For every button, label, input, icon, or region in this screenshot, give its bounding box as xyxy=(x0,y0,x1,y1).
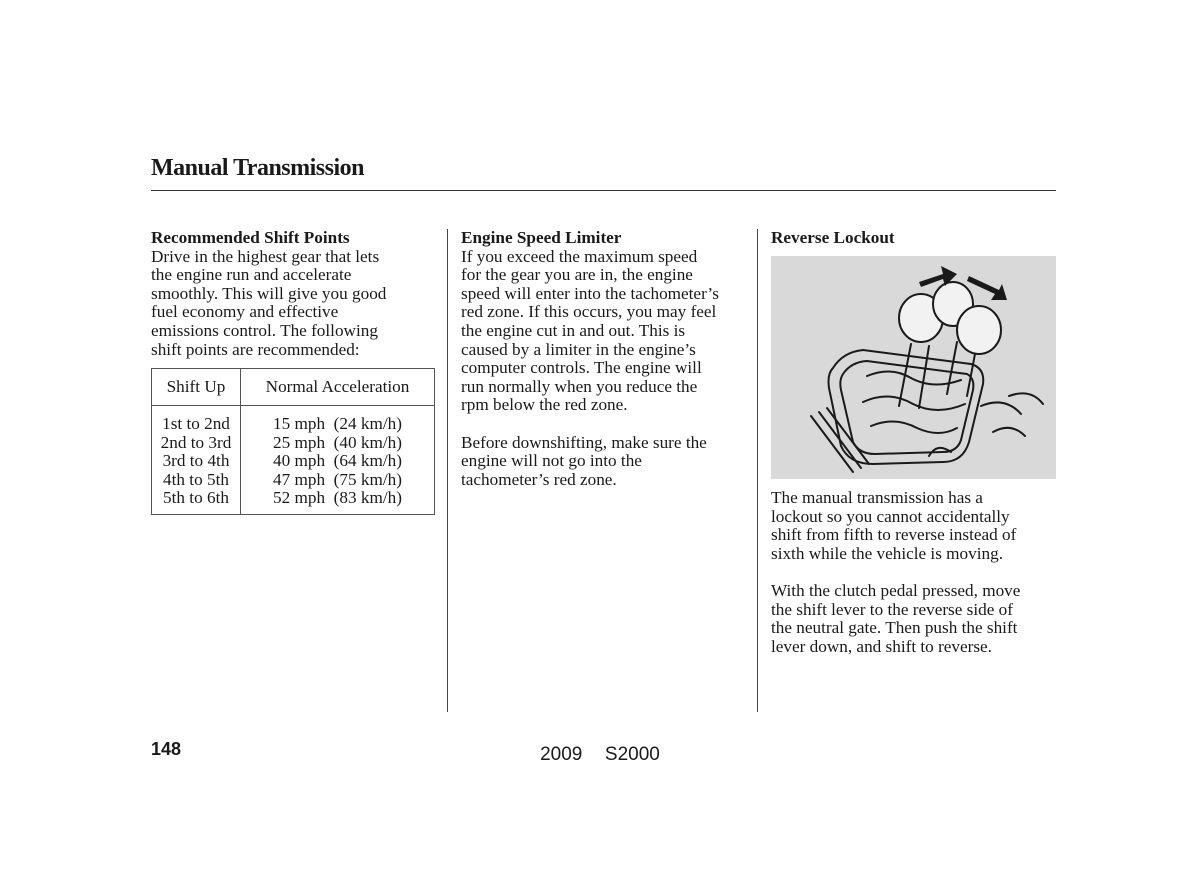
body-line: red zone. If this occurs, you may feel xyxy=(461,302,717,322)
body-line: engine will not go into the xyxy=(461,451,642,471)
section-heading: Recommended Shift Points xyxy=(151,228,350,247)
reverse-lockout-text xyxy=(771,489,1061,656)
shift-points-table xyxy=(151,368,435,515)
recommended-shift-points-section xyxy=(151,229,436,359)
table-cell: 47 mph (75 km/h) xyxy=(273,469,402,489)
column-divider xyxy=(447,229,448,712)
page-footer: 2009 S2000 xyxy=(540,744,660,765)
body-line: smoothly. This will give you good xyxy=(151,283,387,303)
body-line: If you exceed the maximum speed xyxy=(461,246,698,266)
column-divider xyxy=(757,229,758,712)
body-line: rpm below the red zone. xyxy=(461,395,628,415)
body-line: lockout so you cannot accidentally xyxy=(771,506,1010,526)
body-line: With the clutch pedal pressed, move xyxy=(771,580,1021,600)
body-line: Drive in the highest gear that lets xyxy=(151,246,380,266)
body-line: the engine run and accelerate xyxy=(151,265,352,285)
body-line: speed will enter into the tachometer’s xyxy=(461,283,719,303)
body-line: fuel economy and effective xyxy=(151,302,339,322)
body-line: lever down, and shift to reverse. xyxy=(771,636,992,656)
body-line: run normally when you reduce the xyxy=(461,376,698,396)
engine-speed-limiter-section xyxy=(461,229,753,489)
page-title: Manual Transmission xyxy=(151,155,365,181)
paragraph xyxy=(461,248,753,415)
paragraph xyxy=(771,489,1061,563)
paragraph xyxy=(461,434,753,490)
section-heading: Reverse Lockout xyxy=(771,228,895,247)
body-line: The manual transmission has a xyxy=(771,488,983,507)
body-line: the neutral gate. Then push the shift xyxy=(771,618,1018,638)
shift-up-column xyxy=(152,415,240,508)
page-number: 148 xyxy=(151,739,182,759)
table-cell: 40 mph (64 km/h) xyxy=(273,451,402,471)
table-header-normal-acceleration: Normal Acceleration xyxy=(265,377,410,396)
body-line: Before downshifting, make sure the xyxy=(461,432,707,452)
body-line: the shift lever to the reverse side of xyxy=(771,599,1013,619)
body-line: tachometer’s red zone. xyxy=(461,469,617,489)
table-cell: 5th to 6th xyxy=(163,488,229,508)
title-rule xyxy=(151,190,1056,191)
body-line: shift points are recommended: xyxy=(151,339,360,359)
table-cell: 15 mph (24 km/h) xyxy=(273,414,402,433)
paragraph xyxy=(771,582,1061,656)
table-header-shift-up: Shift Up xyxy=(166,377,226,396)
body-line: computer controls. The engine will xyxy=(461,358,702,378)
table-cell: 52 mph (83 km/h) xyxy=(273,488,402,508)
reverse-lockout-section xyxy=(771,229,1061,248)
body-line: for the gear you are in, the engine xyxy=(461,265,693,285)
table-cell: 3rd to 4th xyxy=(162,451,230,471)
body-line: the engine cut in and out. This is xyxy=(461,320,686,340)
normal-acceleration-column xyxy=(241,415,434,508)
body-line: emissions control. The following xyxy=(151,320,378,340)
table-cell: 2nd to 3rd xyxy=(160,432,232,452)
table-cell: 1st to 2nd xyxy=(162,414,230,433)
body-line: sixth while the vehicle is moving. xyxy=(771,543,1003,563)
shift-lever-illustration xyxy=(771,256,1056,479)
section-heading: Engine Speed Limiter xyxy=(461,228,622,247)
table-cell: 25 mph (40 km/h) xyxy=(273,432,402,452)
table-cell: 4th to 5th xyxy=(163,469,229,489)
body-line: shift from fifth to reverse instead of xyxy=(771,525,1017,545)
shift-lever-drawing xyxy=(771,256,1056,479)
body-line: caused by a limiter in the engine’s xyxy=(461,339,696,359)
